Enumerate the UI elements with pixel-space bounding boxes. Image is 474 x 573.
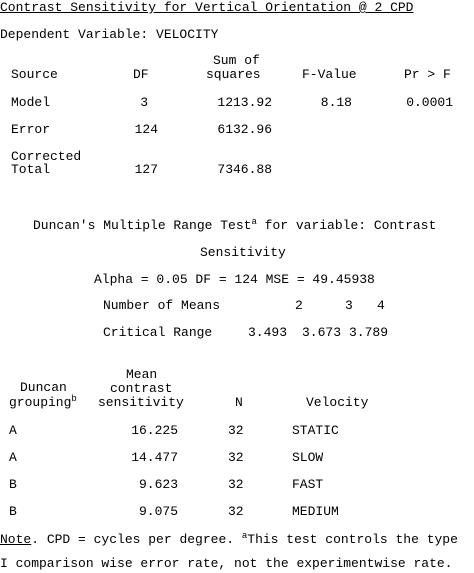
means-cell-mean: 16.225	[131, 423, 178, 438]
duncan-heading-part2: for variable: Contrast	[256, 218, 437, 233]
means-header-mean-line1: Mean	[126, 367, 158, 382]
means-cell-n: 32	[228, 450, 244, 465]
means-cell-group: A	[9, 423, 17, 438]
anova-header-ss-line1: Sum of	[213, 53, 260, 68]
duncan-params: Alpha = 0.05 DF = 124 MSE = 49.45938	[94, 272, 375, 287]
critical-range-value: 3.673	[302, 325, 342, 340]
means-header-group-text: grouping	[9, 395, 72, 410]
means-header-n: N	[235, 395, 243, 410]
footnote-mark: a	[241, 531, 248, 541]
means-cell-mean: 14.477	[131, 450, 178, 465]
means-header-velocity: Velocity	[306, 395, 369, 410]
anova-cell-df: 127	[134, 162, 158, 177]
means-cell-velocity: MEDIUM	[292, 504, 339, 519]
means-cell-velocity: FAST	[292, 477, 324, 492]
anova-cell-df: 124	[134, 122, 158, 137]
anova-cell-source-line1: Corrected	[11, 149, 82, 164]
means-header-mean-line3: sensitivity	[98, 395, 184, 410]
anova-cell-ss: 6132.96	[217, 122, 272, 137]
number-of-means-value: 4	[377, 298, 385, 313]
means-cell-velocity: SLOW	[292, 450, 324, 465]
means-cell-n: 32	[228, 504, 244, 519]
means-cell-group: A	[9, 450, 17, 465]
means-cell-mean: 9.623	[138, 477, 178, 492]
dependent-variable-label: Dependent Variable: VELOCITY	[0, 27, 219, 42]
means-header-group-line2	[9, 395, 77, 410]
anova-cell-p: 0.0001	[406, 95, 453, 110]
footnote-text2: This test controls the type	[247, 532, 458, 547]
means-cell-n: 32	[228, 423, 244, 438]
anova-header-ss-line2: squares	[206, 67, 261, 82]
duncan-heading-part1: Duncan's Multiple Range Test	[33, 218, 252, 233]
critical-range-value: 3.789	[349, 325, 389, 340]
means-header-group-line1: Duncan	[20, 380, 67, 395]
anova-header-source: Source	[11, 67, 58, 82]
number-of-means-value: 3	[345, 298, 353, 313]
number-of-means-label: Number of Means	[103, 298, 221, 313]
anova-header-p: Pr > F	[404, 67, 451, 82]
means-cell-group: B	[9, 504, 17, 519]
critical-range-value: 3.493	[248, 325, 288, 340]
footnote-text1: . CPD = cycles per degree.	[31, 532, 242, 547]
number-of-means-value: 2	[295, 298, 303, 313]
footnote-line2: I comparison wise error rate, not the experimentwise rate.	[0, 556, 453, 571]
critical-range-label: Critical Range	[103, 325, 213, 340]
means-cell-velocity: STATIC	[292, 423, 339, 438]
duncan-heading-line2: Sensitivity	[200, 245, 286, 260]
anova-cell-ss: 1213.92	[217, 95, 272, 110]
footnote-note-label: Note	[0, 532, 32, 547]
anova-cell-df: 3	[140, 95, 148, 110]
page-title: Contrast Sensitivity for Vertical Orientation @ 2 CPD	[0, 0, 414, 15]
means-cell-n: 32	[228, 477, 244, 492]
means-cell-group: B	[9, 477, 17, 492]
anova-cell-f: 8.18	[320, 95, 352, 110]
anova-cell-source: Error	[11, 122, 51, 137]
means-header-mean-line2: contrast	[110, 381, 173, 396]
anova-cell-source: Model	[11, 95, 51, 110]
means-header-footnote-mark: b	[71, 394, 77, 404]
anova-header-df: DF	[133, 67, 149, 82]
duncan-heading-footnote-mark: a	[251, 217, 257, 227]
duncan-heading	[33, 218, 436, 233]
footnote-line1	[0, 532, 458, 547]
anova-cell-ss: 7346.88	[217, 162, 272, 177]
means-cell-mean: 9.075	[138, 504, 178, 519]
anova-cell-source-line2: Total	[11, 162, 51, 177]
anova-header-f: F-Value	[302, 67, 357, 82]
